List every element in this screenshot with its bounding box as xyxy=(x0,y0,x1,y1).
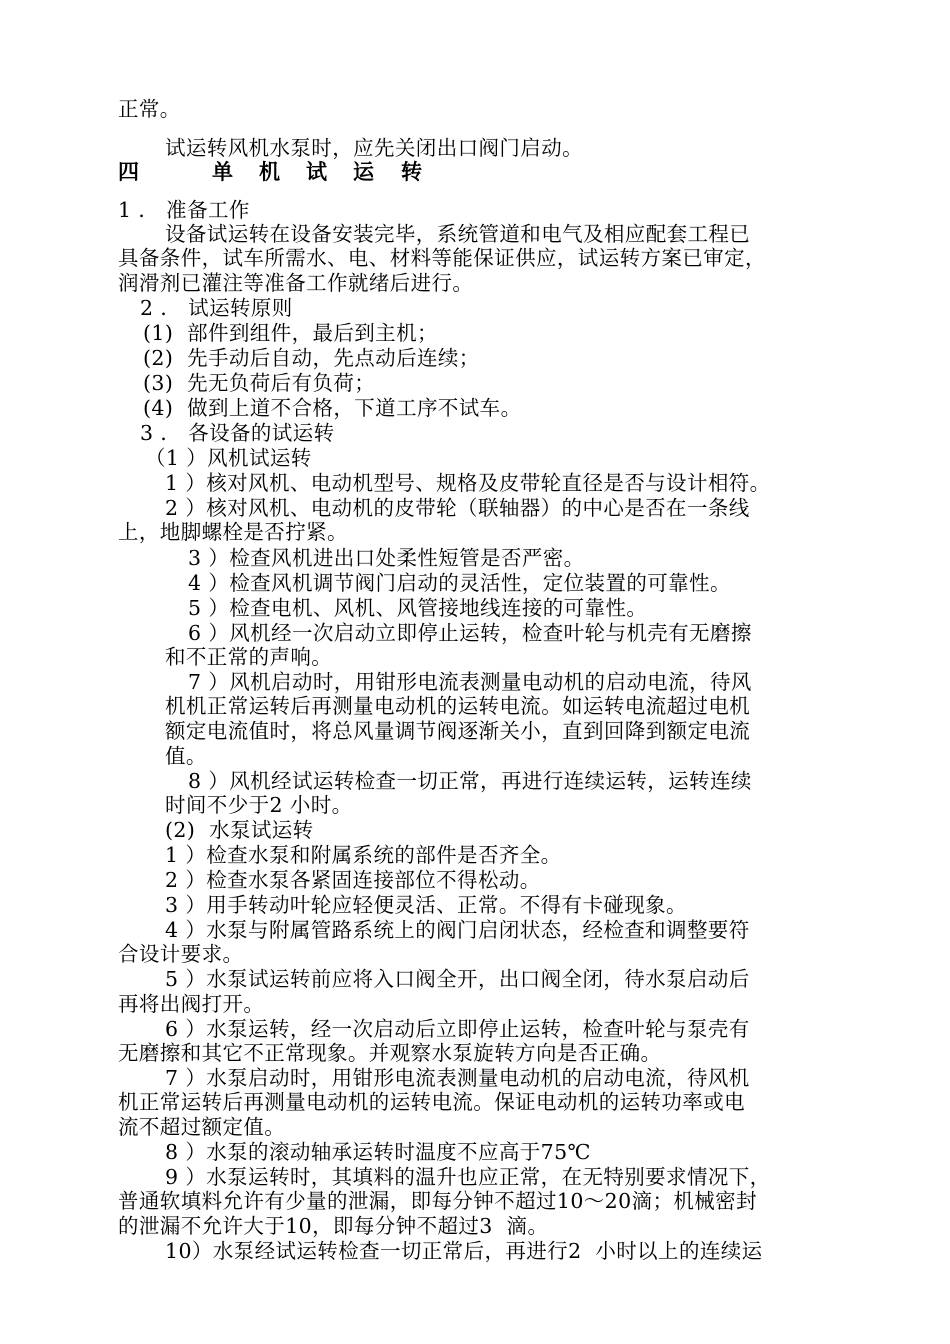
list-item: 2 ）核对风机、电动机的皮带轮（联轴器）的中心是否在一条线 xyxy=(165,496,750,520)
subheading: (2) 水泵试运转 xyxy=(165,818,314,842)
text-line: 普通软填料允许有少量的泄漏，即每分钟不超过10～20滴；机械密封 xyxy=(118,1189,757,1213)
list-item: (2) 先手动后自动，先点动后连续； xyxy=(143,346,480,370)
text-line: 和不正常的声响。 xyxy=(165,645,333,669)
text-line: 设备试运转在设备安装完毕，系统管道和电气及相应配套工程已 xyxy=(165,222,751,246)
text-line: 机正常运转后再测量电动机的运转电流。保证电动机的运转功率或电 xyxy=(118,1090,745,1114)
heading-char: 转 xyxy=(401,160,422,184)
list-item: 6 ）水泵运转，经一次启动后立即停止运转，检查叶轮与泵壳有 xyxy=(165,1017,750,1041)
list-item: 5 ）检查电机、风机、风管接地线连接的可靠性。 xyxy=(188,596,648,620)
text-line: 试运转风机水泵时，应先关闭出口阀门启动。 xyxy=(165,136,583,160)
list-item: 3 ）检查风机进出口处柔性短管是否严密。 xyxy=(188,546,585,570)
heading-char: 机 xyxy=(259,160,280,184)
text-line: 润滑剂已灌注等准备工作就绪后进行。 xyxy=(118,271,474,295)
list-item: 4 ）水泵与附属管路系统上的阀门启闭状态，经检查和调整要符 xyxy=(165,918,750,942)
list-item: (3) 先无负荷后有负荷； xyxy=(143,371,376,395)
heading-char: 单 xyxy=(212,160,233,184)
heading-number: 四 xyxy=(118,160,139,184)
list-item: (4) 做到上道不合格，下道工序不试车。 xyxy=(143,396,522,420)
text-line: 的泄漏不允许大于10，即每分钟不超过3 滴。 xyxy=(118,1214,549,1238)
subheading: 1 ． 准备工作 xyxy=(118,198,250,222)
subheading: 3 ． 各设备的试运转 xyxy=(140,421,335,445)
list-item: 6 ）风机经一次启动立即停止运转，检查叶轮与机壳有无磨擦 xyxy=(188,621,752,645)
text-line: 无磨擦和其它不正常现象。并观察水泵旋转方向是否正确。 xyxy=(118,1041,662,1065)
text-line: 额定电流值时，将总风量调节阀逐渐关小，直到回降到额定电流 xyxy=(165,719,751,743)
list-item: 7 ）风机启动时，用钳形电流表测量电动机的启动电流，待风 xyxy=(188,670,752,694)
text-line: 合设计要求。 xyxy=(118,942,244,966)
list-item: 7 ）水泵启动时，用钳形电流表测量电动机的启动电流，待风机 xyxy=(165,1066,750,1090)
text-line: 值。 xyxy=(165,744,207,768)
text-line: 正常。 xyxy=(118,97,181,121)
list-item: 10）水泵经试运转检查一切正常后，再进行2 小时以上的连续运 xyxy=(165,1239,763,1263)
list-item: 4 ）检查风机调节阀门启动的灵活性，定位装置的可靠性。 xyxy=(188,571,731,595)
list-item: 1 ）核对风机、电动机型号、规格及皮带轮直径是否与设计相符。 xyxy=(165,471,771,495)
list-item: 2 ）检查水泵各紧固连接部位不得松动。 xyxy=(165,868,541,892)
list-item: 8 ）水泵的滚动轴承运转时温度不应高于75℃ xyxy=(165,1140,591,1164)
heading-char: 试 xyxy=(306,160,327,184)
list-item: 9 ）水泵运转时，其填料的温升也应正常，在无特别要求情况下， xyxy=(165,1165,771,1189)
text-line: 具备条件，试车所需水、电、材料等能保证供应，试运转方案已审定， xyxy=(118,246,766,270)
text-line: 机机正常运转后再测量电动机的运转电流。如运转电流超过电机 xyxy=(165,694,751,718)
list-item: 8 ）风机经试运转检查一切正常，再进行连续运转，运转连续 xyxy=(188,769,752,793)
list-item: 1 ）检查水泵和附属系统的部件是否齐全。 xyxy=(165,843,562,867)
list-item: (1) 部件到组件，最后到主机； xyxy=(143,321,438,345)
subheading: 2 ． 试运转原则 xyxy=(140,296,293,320)
text-line: 流不超过额定值。 xyxy=(118,1115,286,1139)
list-item: 3 ）用手转动叶轮应轻便灵活、正常。不得有卡碰现象。 xyxy=(165,893,687,917)
text-line: 时间不少于2 小时。 xyxy=(165,793,353,817)
text-line: 再将出阀打开。 xyxy=(118,992,265,1016)
text-line: 上，地脚螺栓是否拧紧。 xyxy=(118,520,348,544)
heading-char: 运 xyxy=(353,160,374,184)
list-item: 5 ）水泵试运转前应将入口阀全开，出口阀全闭，待水泵启动后 xyxy=(165,967,750,991)
section-heading xyxy=(118,160,448,186)
subheading: （1 ）风机试运转 xyxy=(145,446,312,470)
